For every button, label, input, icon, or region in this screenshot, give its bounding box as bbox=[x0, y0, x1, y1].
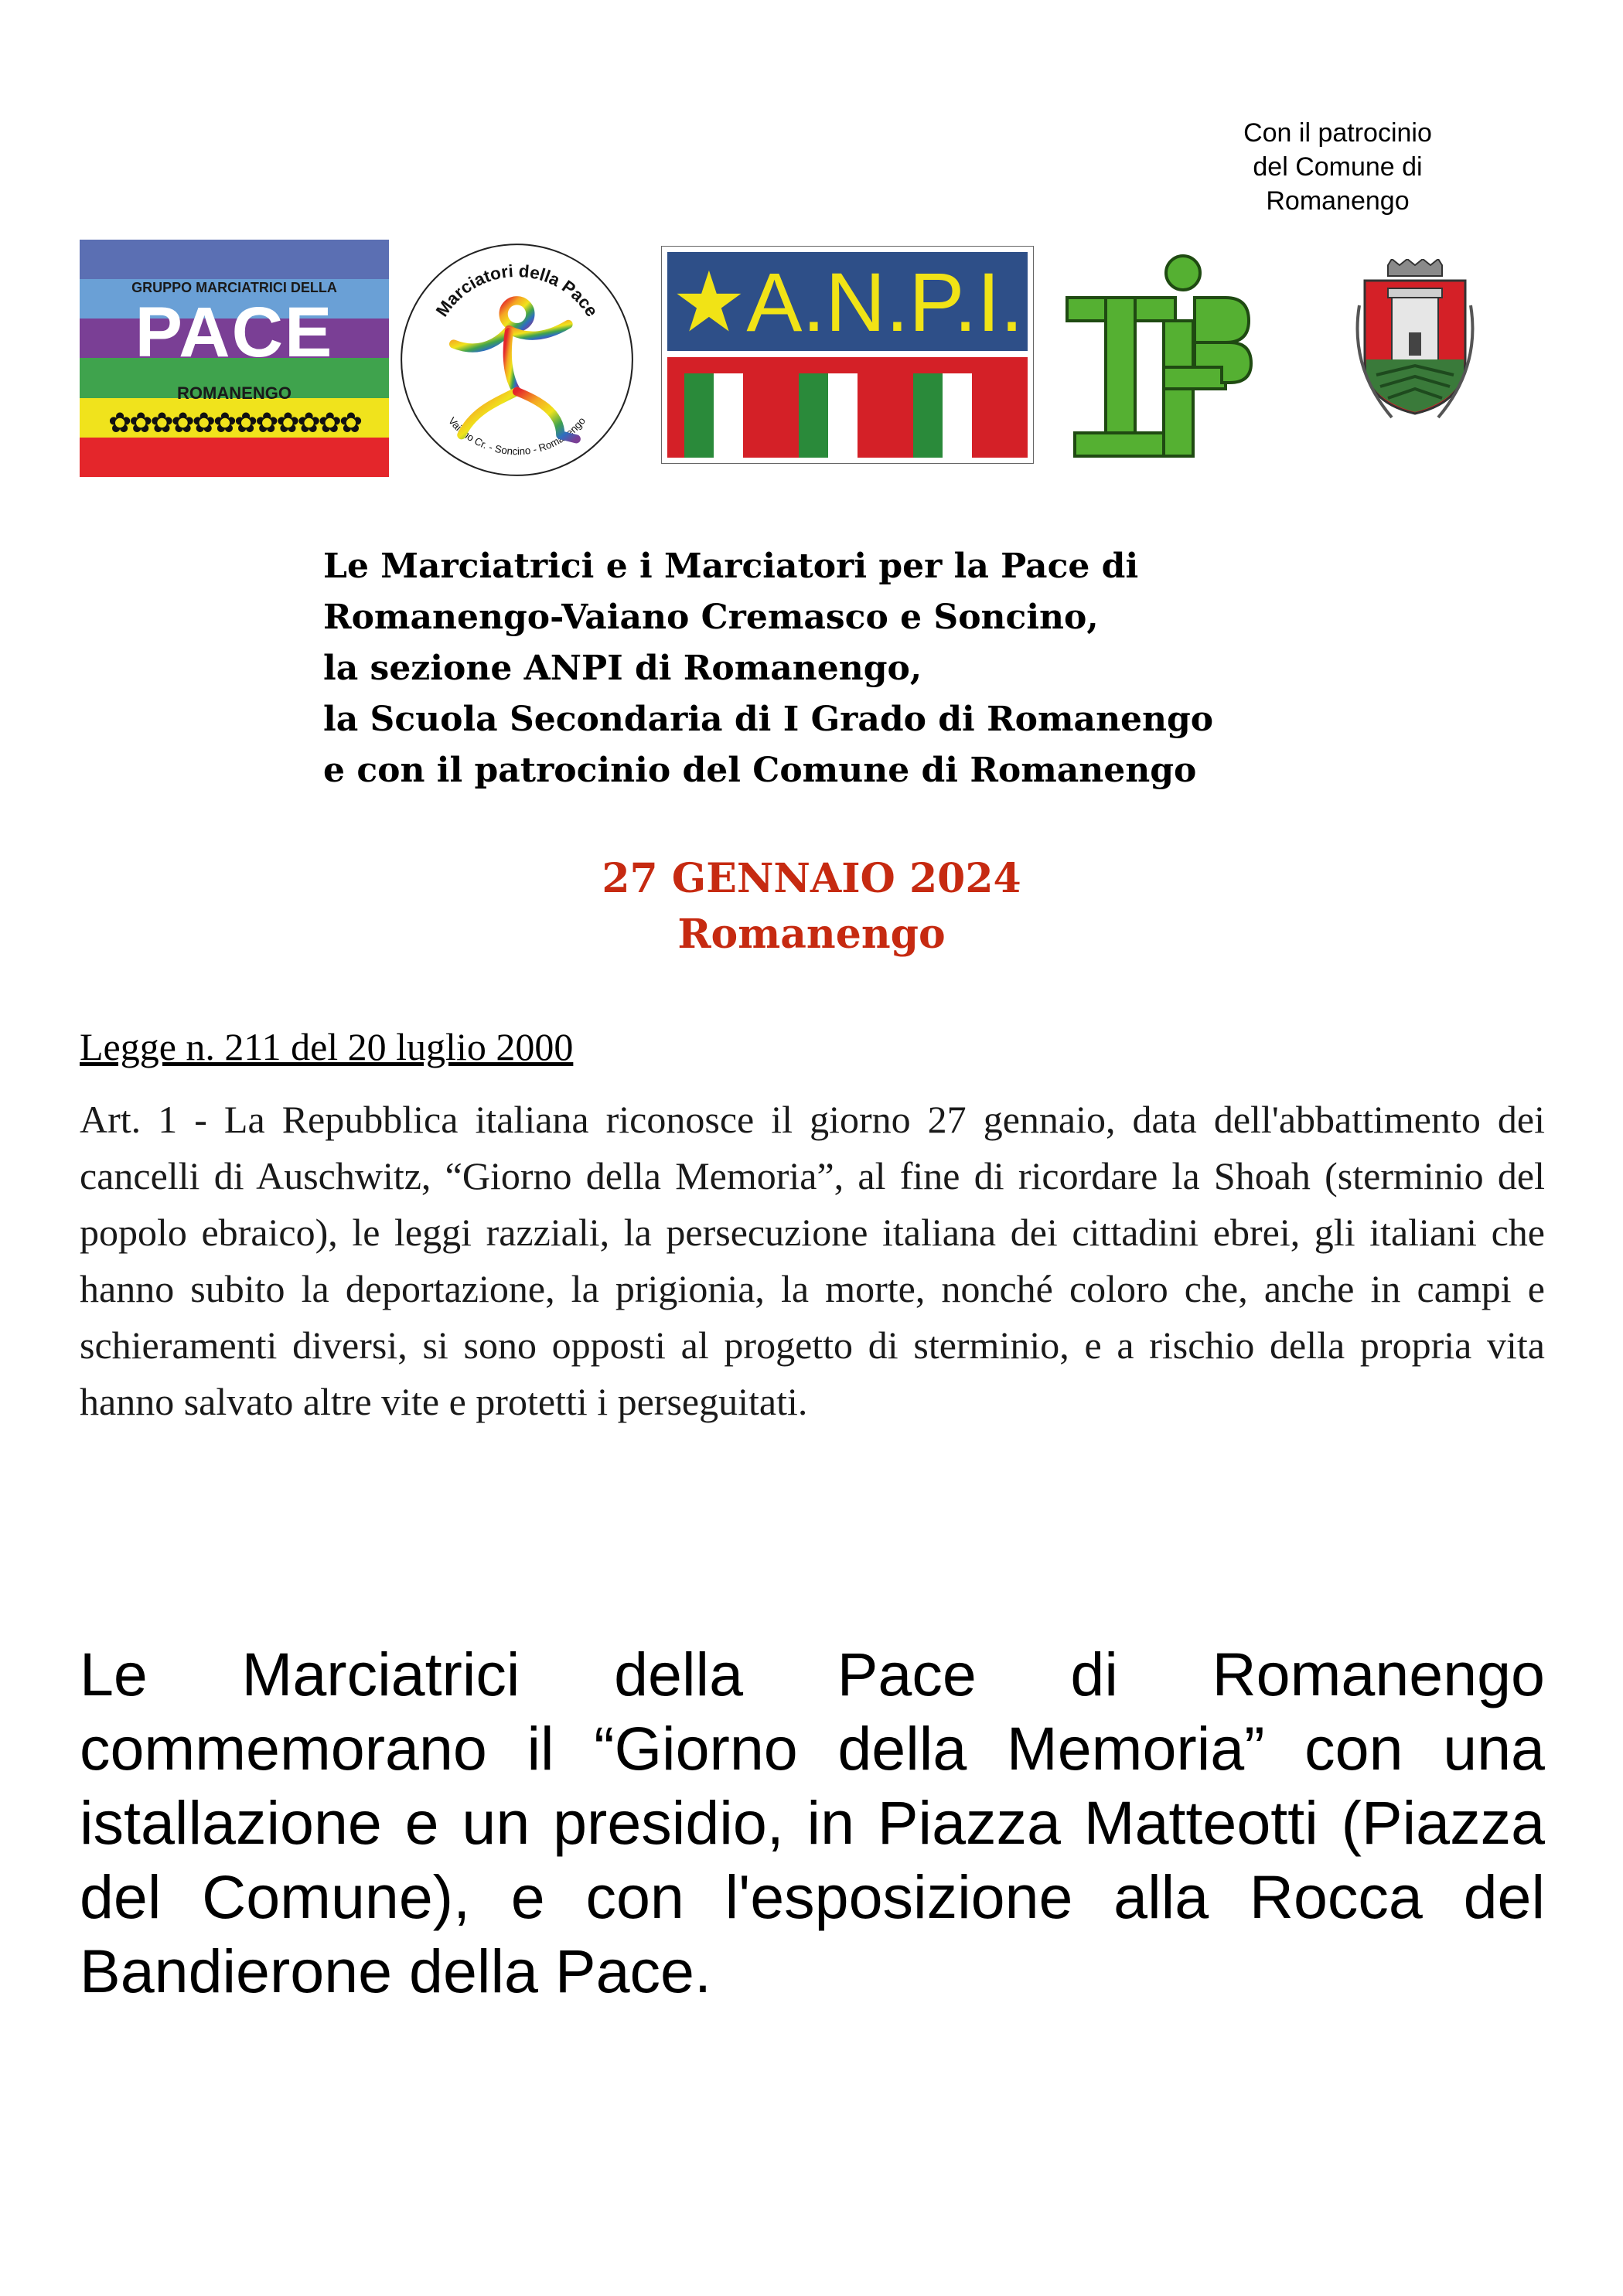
comune-coat-of-arms-icon bbox=[1345, 259, 1485, 425]
logo-anpi bbox=[661, 246, 1034, 464]
organizers-line: Romanengo-Vaiano Cremasco e Soncino, bbox=[323, 598, 1099, 637]
logo-marciatori-title: Marciatori della Pace bbox=[431, 261, 602, 321]
people-chain-icon: ✿✿✿✿✿✿✿✿✿✿✿✿ bbox=[108, 407, 360, 438]
event-place: Romanengo bbox=[677, 911, 946, 958]
organizers-line: Le Marciatrici e i Marciatori per la Pace di bbox=[323, 547, 1139, 586]
patronage-line: del Comune di bbox=[1253, 152, 1423, 182]
patronage-line: Romanengo bbox=[1266, 186, 1410, 216]
patronage-note bbox=[1237, 116, 1438, 218]
organizers-line: la sezione ANPI di Romanengo, bbox=[323, 649, 922, 688]
logo-anpi-text: ★A.N.P.I. bbox=[671, 255, 1024, 349]
organizers-line: la Scuola Secondaria di I Grado di Romanengo bbox=[323, 700, 1214, 739]
logo-pace-bottom-text: ROMANENGO bbox=[177, 383, 292, 403]
organizers-heading bbox=[323, 541, 1406, 796]
announcement-text: Le Marciatrici della Pace di Romanengo commemorano il “Giorno della Memoria” con una istallazione e un presidio, in Piazza Matteotti (Piazza del Comune), e con l'esposizione alla Rocca del Bandierone della Pace. bbox=[80, 1640, 1545, 2005]
logo-marciatori-della-pace bbox=[398, 241, 636, 479]
law-article-text: Art. 1 - La Repubblica italiana riconosce il giorno 27 gennaio, data dell'abbattimento dei cancelli di Auschwitz, “Giorno della Memoria”, al fine di ricordare la Shoah (sterminio del popolo ebraico), le leggi razziali, la persecuzione italiana dei cittadini ebrei, gli italiani che hanno subito la deportazione, la prigionia, la morte, nonché coloro che, anche in campi e schieramenti diversi, si sono opposti al progetto di sterminio, e a rischio della propria vita hanno salvato altre vite e protetti i perseguitati. bbox=[80, 1098, 1545, 1423]
logo-marciatori-subtitle: Vaiano Cr. - Soncino - Romanengo bbox=[445, 414, 588, 458]
logo-ifb-school bbox=[1059, 251, 1253, 464]
patronage-line: Con il patrocinio bbox=[1243, 118, 1432, 148]
logo-pace-main-text: PACE bbox=[135, 293, 334, 372]
organizers-line: e con il patrocinio del Comune di Romanengo bbox=[323, 751, 1197, 790]
law-title: Legge n. 211 del 20 luglio 2000 bbox=[80, 1025, 574, 1068]
logo-pace bbox=[80, 240, 389, 477]
event-date: 27 GENNAIO 2024 bbox=[602, 855, 1021, 902]
logo-pace-top-text: GRUPPO MARCIATRICI DELLA bbox=[131, 280, 337, 295]
